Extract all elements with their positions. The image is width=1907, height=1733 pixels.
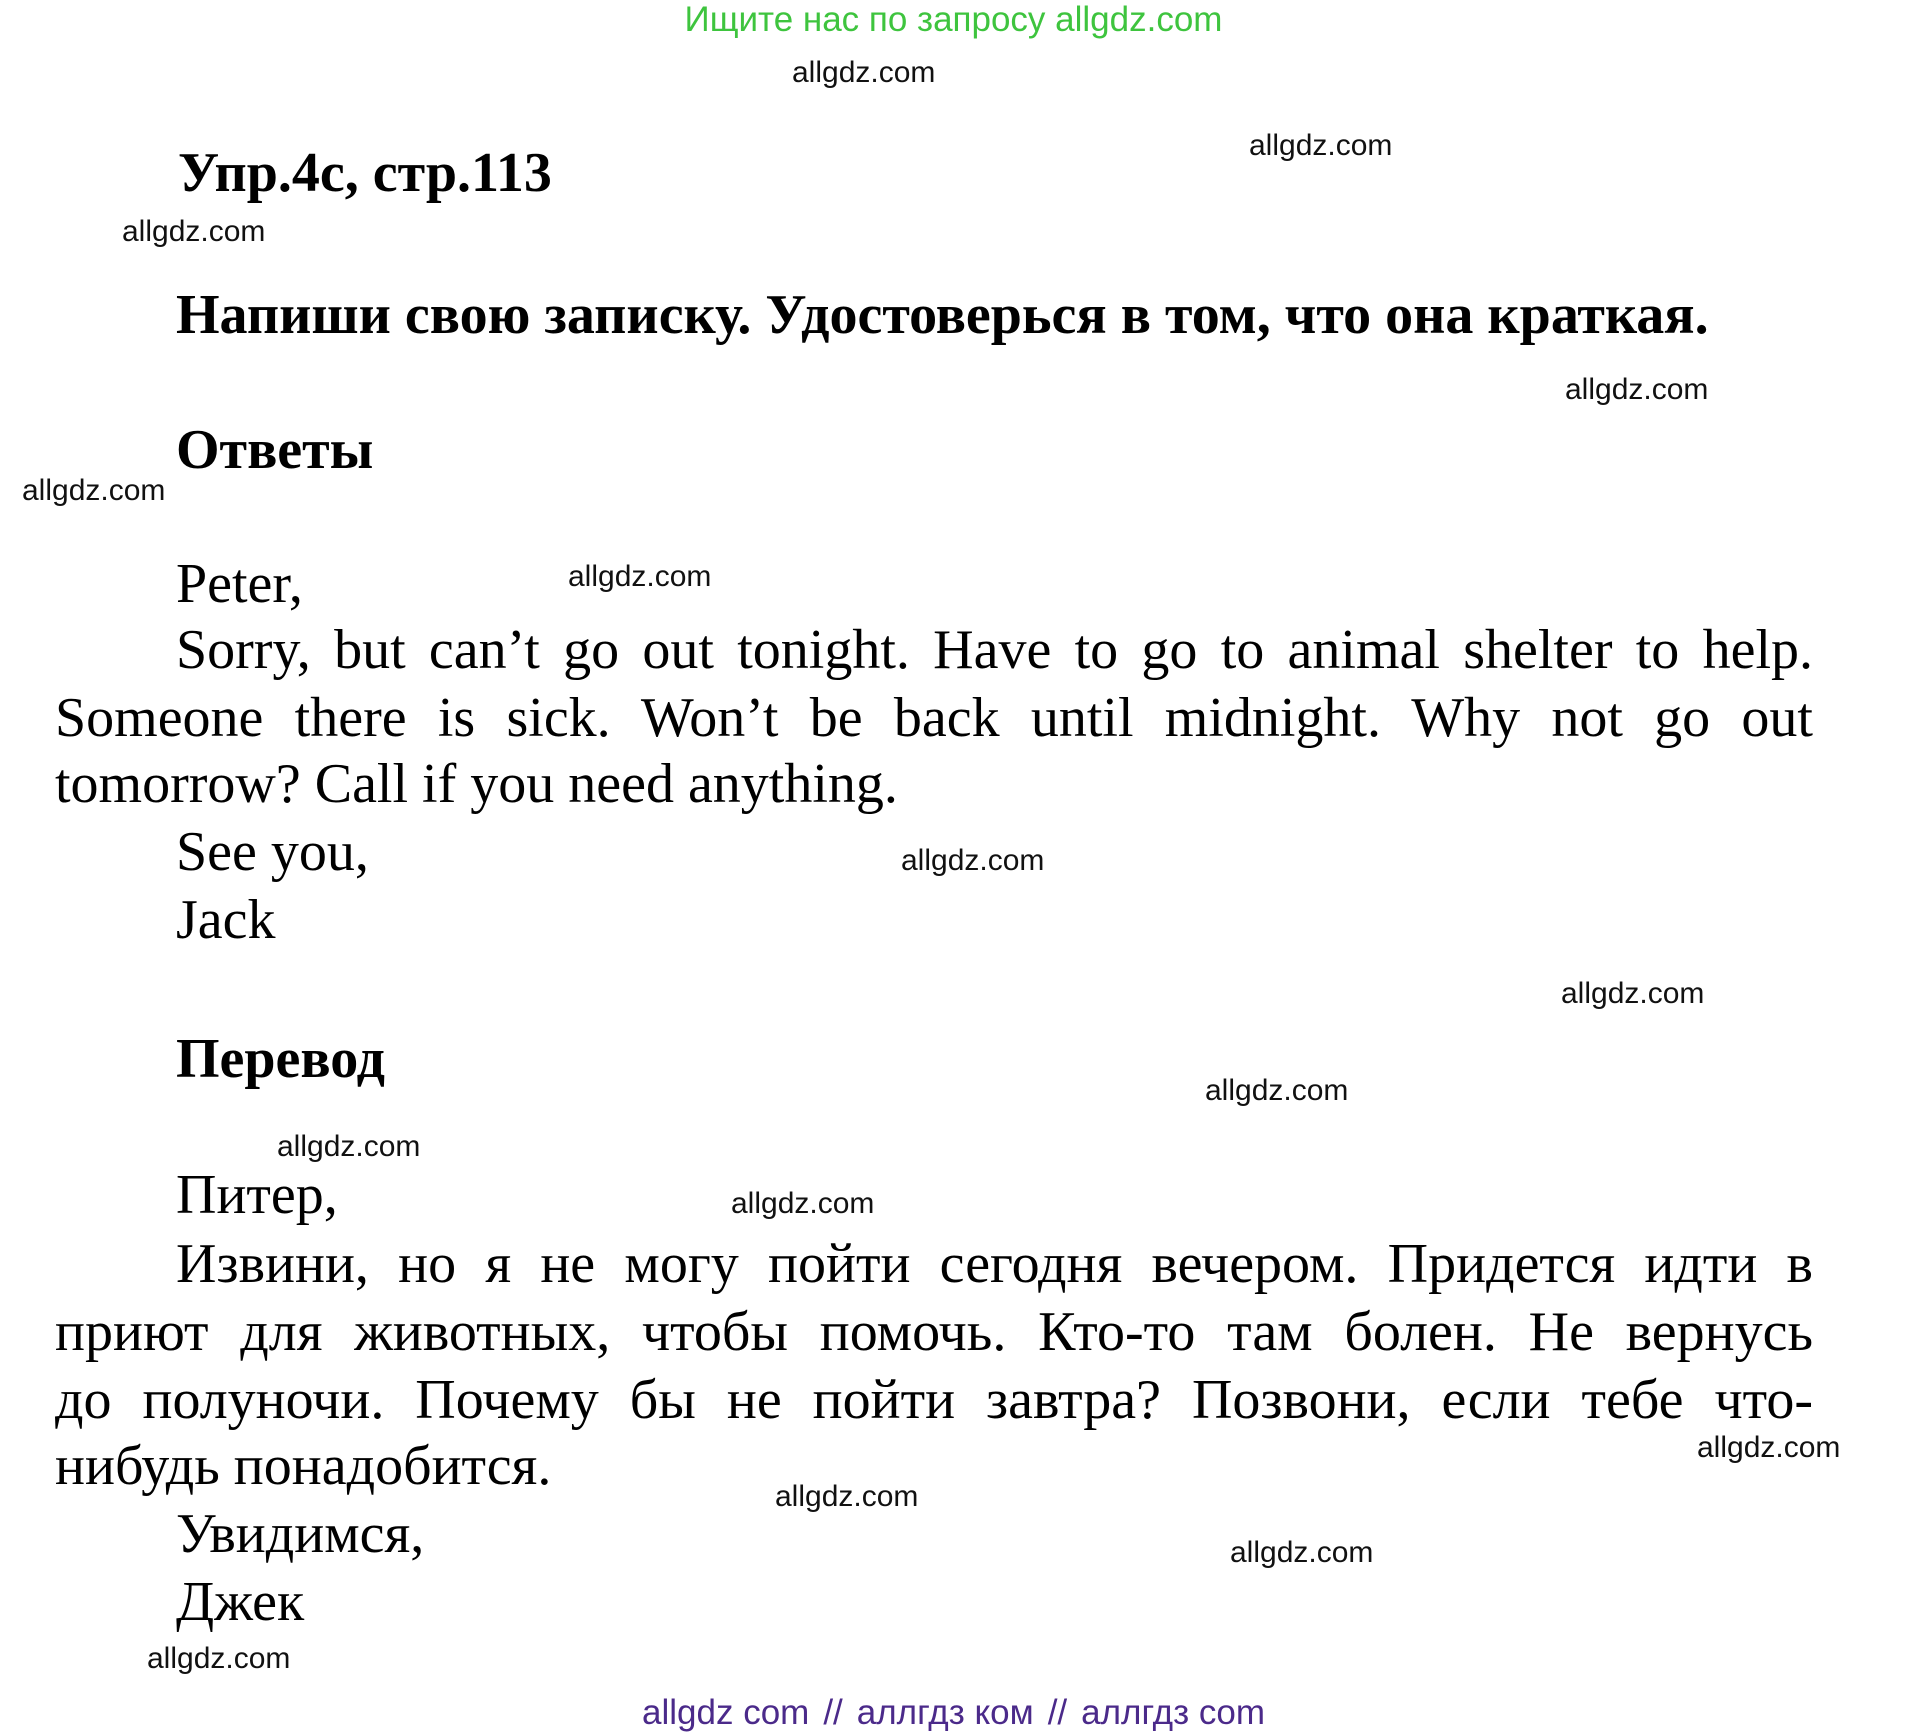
answers-heading: Ответы bbox=[176, 419, 374, 481]
watermark: allgdz.com bbox=[22, 474, 166, 507]
watermark: allgdz.com bbox=[775, 1480, 919, 1513]
answer-greeting: Peter, bbox=[176, 553, 303, 615]
footer-separator: // bbox=[1047, 1693, 1068, 1732]
watermark: allgdz.com bbox=[731, 1187, 875, 1220]
footer-link-allgdz-mixed[interactable]: аллгдз com bbox=[1081, 1693, 1265, 1732]
translation-line-4: нибудь понадобится. bbox=[55, 1435, 552, 1497]
answer-line-1: Sorry, but can’t go out tonight. Have to go to animal shelter to help. bbox=[176, 619, 1813, 681]
watermark: allgdz.com bbox=[147, 1642, 291, 1675]
site-banner: Ищите нас по запросу allgdz.com bbox=[684, 0, 1223, 39]
task-text: Напиши свою записку. Удостоверься в том, что она краткая. bbox=[176, 284, 1709, 346]
footer-link-allgdz[interactable]: allgdz com bbox=[642, 1693, 810, 1732]
watermark: allgdz.com bbox=[1230, 1536, 1374, 1569]
translation-line-1: Извини, но я не могу пойти сегодня вечером. Придется идти в bbox=[176, 1233, 1813, 1295]
exercise-title: Упр.4c, стр.113 bbox=[178, 142, 552, 204]
watermark: allgdz.com bbox=[122, 215, 266, 248]
translation-line-3: до полуночи. Почему бы не пойти завтра? Позвони, если тебе что- bbox=[55, 1369, 1813, 1431]
translation-closing: Увидимся, bbox=[176, 1503, 425, 1565]
watermark: allgdz.com bbox=[792, 56, 936, 89]
translation-line-2: приют для животных, чтобы помочь. Кто-то там болен. Не вернусь bbox=[55, 1301, 1813, 1363]
footer-links bbox=[0, 1693, 1907, 1733]
watermark: allgdz.com bbox=[1561, 977, 1705, 1010]
translation-greeting: Питер, bbox=[176, 1164, 338, 1226]
footer-separator: // bbox=[823, 1693, 843, 1732]
watermark: allgdz.com bbox=[1697, 1431, 1841, 1464]
watermark: allgdz.com bbox=[901, 844, 1045, 877]
watermark: allgdz.com bbox=[1249, 129, 1393, 162]
footer-link-allgdz-cyrillic[interactable]: аллгдз ком bbox=[856, 1693, 1034, 1732]
answer-line-3: tomorrow? Call if you need anything. bbox=[55, 753, 898, 815]
translation-signature: Джек bbox=[176, 1571, 305, 1633]
answer-line-2: Someone there is sick. Won’t be back until midnight. Why not go out bbox=[55, 687, 1813, 749]
watermark: allgdz.com bbox=[277, 1130, 421, 1163]
watermark: allgdz.com bbox=[1205, 1074, 1349, 1107]
watermark: allgdz.com bbox=[1565, 373, 1709, 406]
answer-closing: See you, bbox=[176, 821, 369, 883]
translation-heading: Перевод bbox=[176, 1028, 385, 1090]
watermark: allgdz.com bbox=[568, 560, 712, 593]
answer-signature: Jack bbox=[176, 889, 276, 951]
